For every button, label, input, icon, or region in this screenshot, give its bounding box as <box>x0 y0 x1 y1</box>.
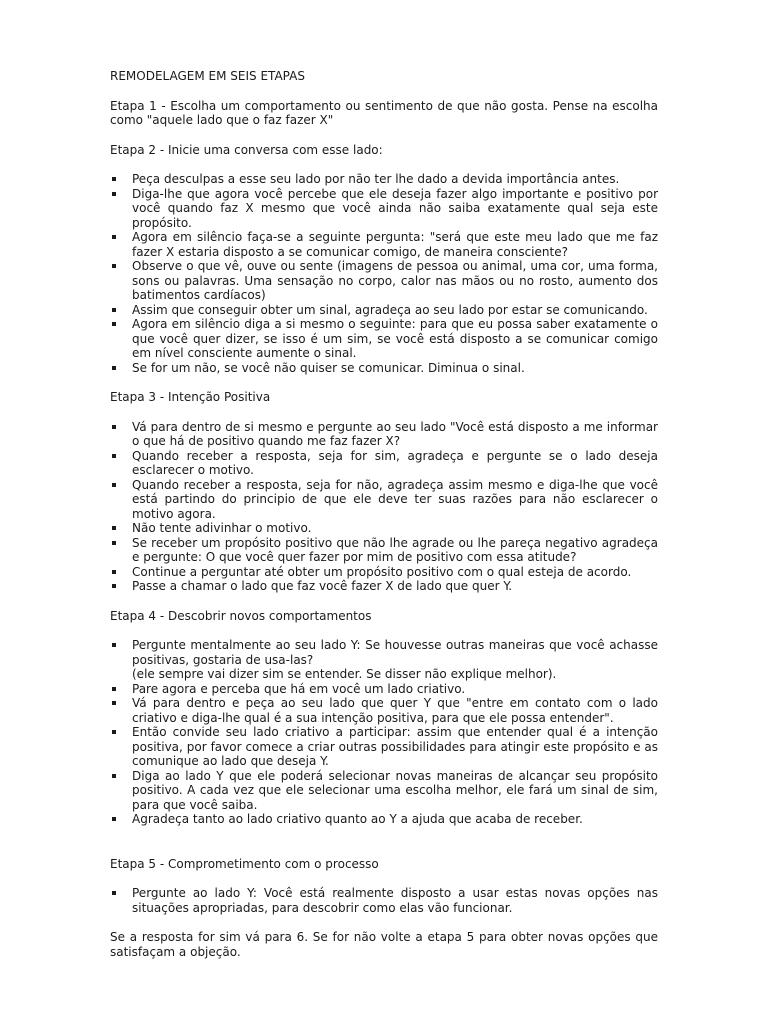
closing-paragraph: Se a resposta for sim vá para 6. Se for não volte a etapa 5 para obter novas opções que satisfaçam a objeção. <box>110 930 658 959</box>
list-item: Se receber um propósito positivo que não lhe agrade ou lhe pareça negativo agradeça e pergunte: O que você quer fazer por mim de positivo com essa atitude? <box>110 536 658 565</box>
etapa-4-heading: Etapa 4 - Descobrir novos comportamentos <box>110 608 372 623</box>
list-item: Agora em silêncio faça-se a seguinte pergunta: "será que este meu lado que me faz fazer X estaria disposto a se comunicar comigo, de maneira consciente? <box>110 230 658 259</box>
list-item: Então convide seu lado criativo a participar: assim que entender qual é a intenção positiva, por favor comece a criar outras possibilidades para atingir este propósito e as comunique ao lado que deseja Y. <box>110 725 658 769</box>
etapa-2-list <box>110 172 658 375</box>
list-item: Assim que conseguir obter um sinal, agradeça ao seu lado por estar se comunicando. <box>110 303 658 318</box>
list-item: Vá para dentro de si mesmo e pergunte ao seu lado "Você está disposto a me informar o que há de positivo quando me faz fazer X? <box>110 420 658 449</box>
etapa-3-heading: Etapa 3 - Intenção Positiva <box>110 390 271 404</box>
list-item-text: Pergunte mentalmente ao seu lado Y: Se houvesse outras maneiras que você achasse positivas, gostaria de usa-las? <box>132 638 658 667</box>
etapa-5-heading: Etapa 5 - Comprometimento com o processo <box>110 856 379 871</box>
list-item: Agora em silêncio diga a si mesmo o seguinte: para que eu possa saber exatamente o que você quer dizer, se isso é um sim, se você está disposto a se comunicar comigo em nível consciente aumente o sinal. <box>110 317 658 361</box>
etapa-3-section <box>110 390 658 594</box>
list-item: Pare agora e perceba que há em você um lado criativo. <box>110 682 658 697</box>
etapa-1-paragraph: Etapa 1 - Escolha um comportamento ou sentimento de que não gosta. Pense na escolha como "aquele lado que o faz fazer X" <box>110 98 658 127</box>
list-item: Não tente adivinhar o motivo. <box>110 521 658 536</box>
list-item: Quando receber a resposta, seja for não, agradeça assim mesmo e diga-lhe que você está partindo do principio de que ele deve ter suas razões para não esclarecer o motivo agora. <box>110 478 658 522</box>
list-item: Peça desculpas a esse seu lado por não ter lhe dado a devida importância antes. <box>110 172 658 187</box>
list-item: Vá para dentro e peça ao seu lado que quer Y que "entre em contato com o lado criativo e diga-lhe qual é a sua intenção positiva, para que ele possa entender". <box>110 696 658 725</box>
etapa-2-heading: Etapa 2 - Inicie uma conversa com esse lado: <box>110 142 383 157</box>
list-item: Se for um não, se você não quiser se comunicar. Diminua o sinal. <box>110 361 658 376</box>
document-title: REMODELAGEM EM SEIS ETAPAS <box>110 69 305 83</box>
list-item-note: (ele sempre vai dizer sim se entender. Se disser não explique melhor). <box>132 667 557 681</box>
list-item <box>110 638 658 682</box>
list-item: Pergunte ao lado Y: Você está realmente disposto a usar estas novas opções nas situações apropriadas, para descobrir como elas vão funcionar. <box>110 886 658 915</box>
list-item: Quando receber a resposta, seja for sim, agradeça e pergunte se o lado deseja esclarecer o motivo. <box>110 449 658 478</box>
list-item: Passe a chamar o lado que faz você fazer X de lado que quer Y. <box>110 579 658 594</box>
document-page <box>110 69 658 974</box>
etapa-4-list <box>110 638 658 827</box>
etapa-3-list <box>110 420 658 594</box>
etapa-2-section <box>110 143 658 376</box>
list-item: Agradeça tanto ao lado criativo quanto ao Y a ajuda que acaba de receber. <box>110 812 658 827</box>
etapa-5-section <box>110 857 658 916</box>
list-item: Diga-lhe que agora você percebe que ele deseja fazer algo importante e positivo por você quando faz X mesmo que você ainda não saiba exatamente qual seja este propósito. <box>110 187 658 231</box>
list-item: Continue a perguntar até obter um propósito positivo com o qual esteja de acordo. <box>110 565 658 580</box>
list-item: Observe o que vê, ouve ou sente (imagens de pessoa ou animal, uma cor, uma forma, sons ou palavras. Uma sensação no corpo, calor nas mãos ou no rosto, aumento dos batimentos cardíacos) <box>110 259 658 303</box>
etapa-5-list <box>110 886 658 915</box>
etapa-4-section <box>110 609 658 827</box>
list-item: Diga ao lado Y que ele poderá selecionar novas maneiras de alcançar seu propósito positivo. A cada vez que ele selecionar uma escolha melhor, ele fará um sinal de sim, para que você saiba. <box>110 769 658 813</box>
